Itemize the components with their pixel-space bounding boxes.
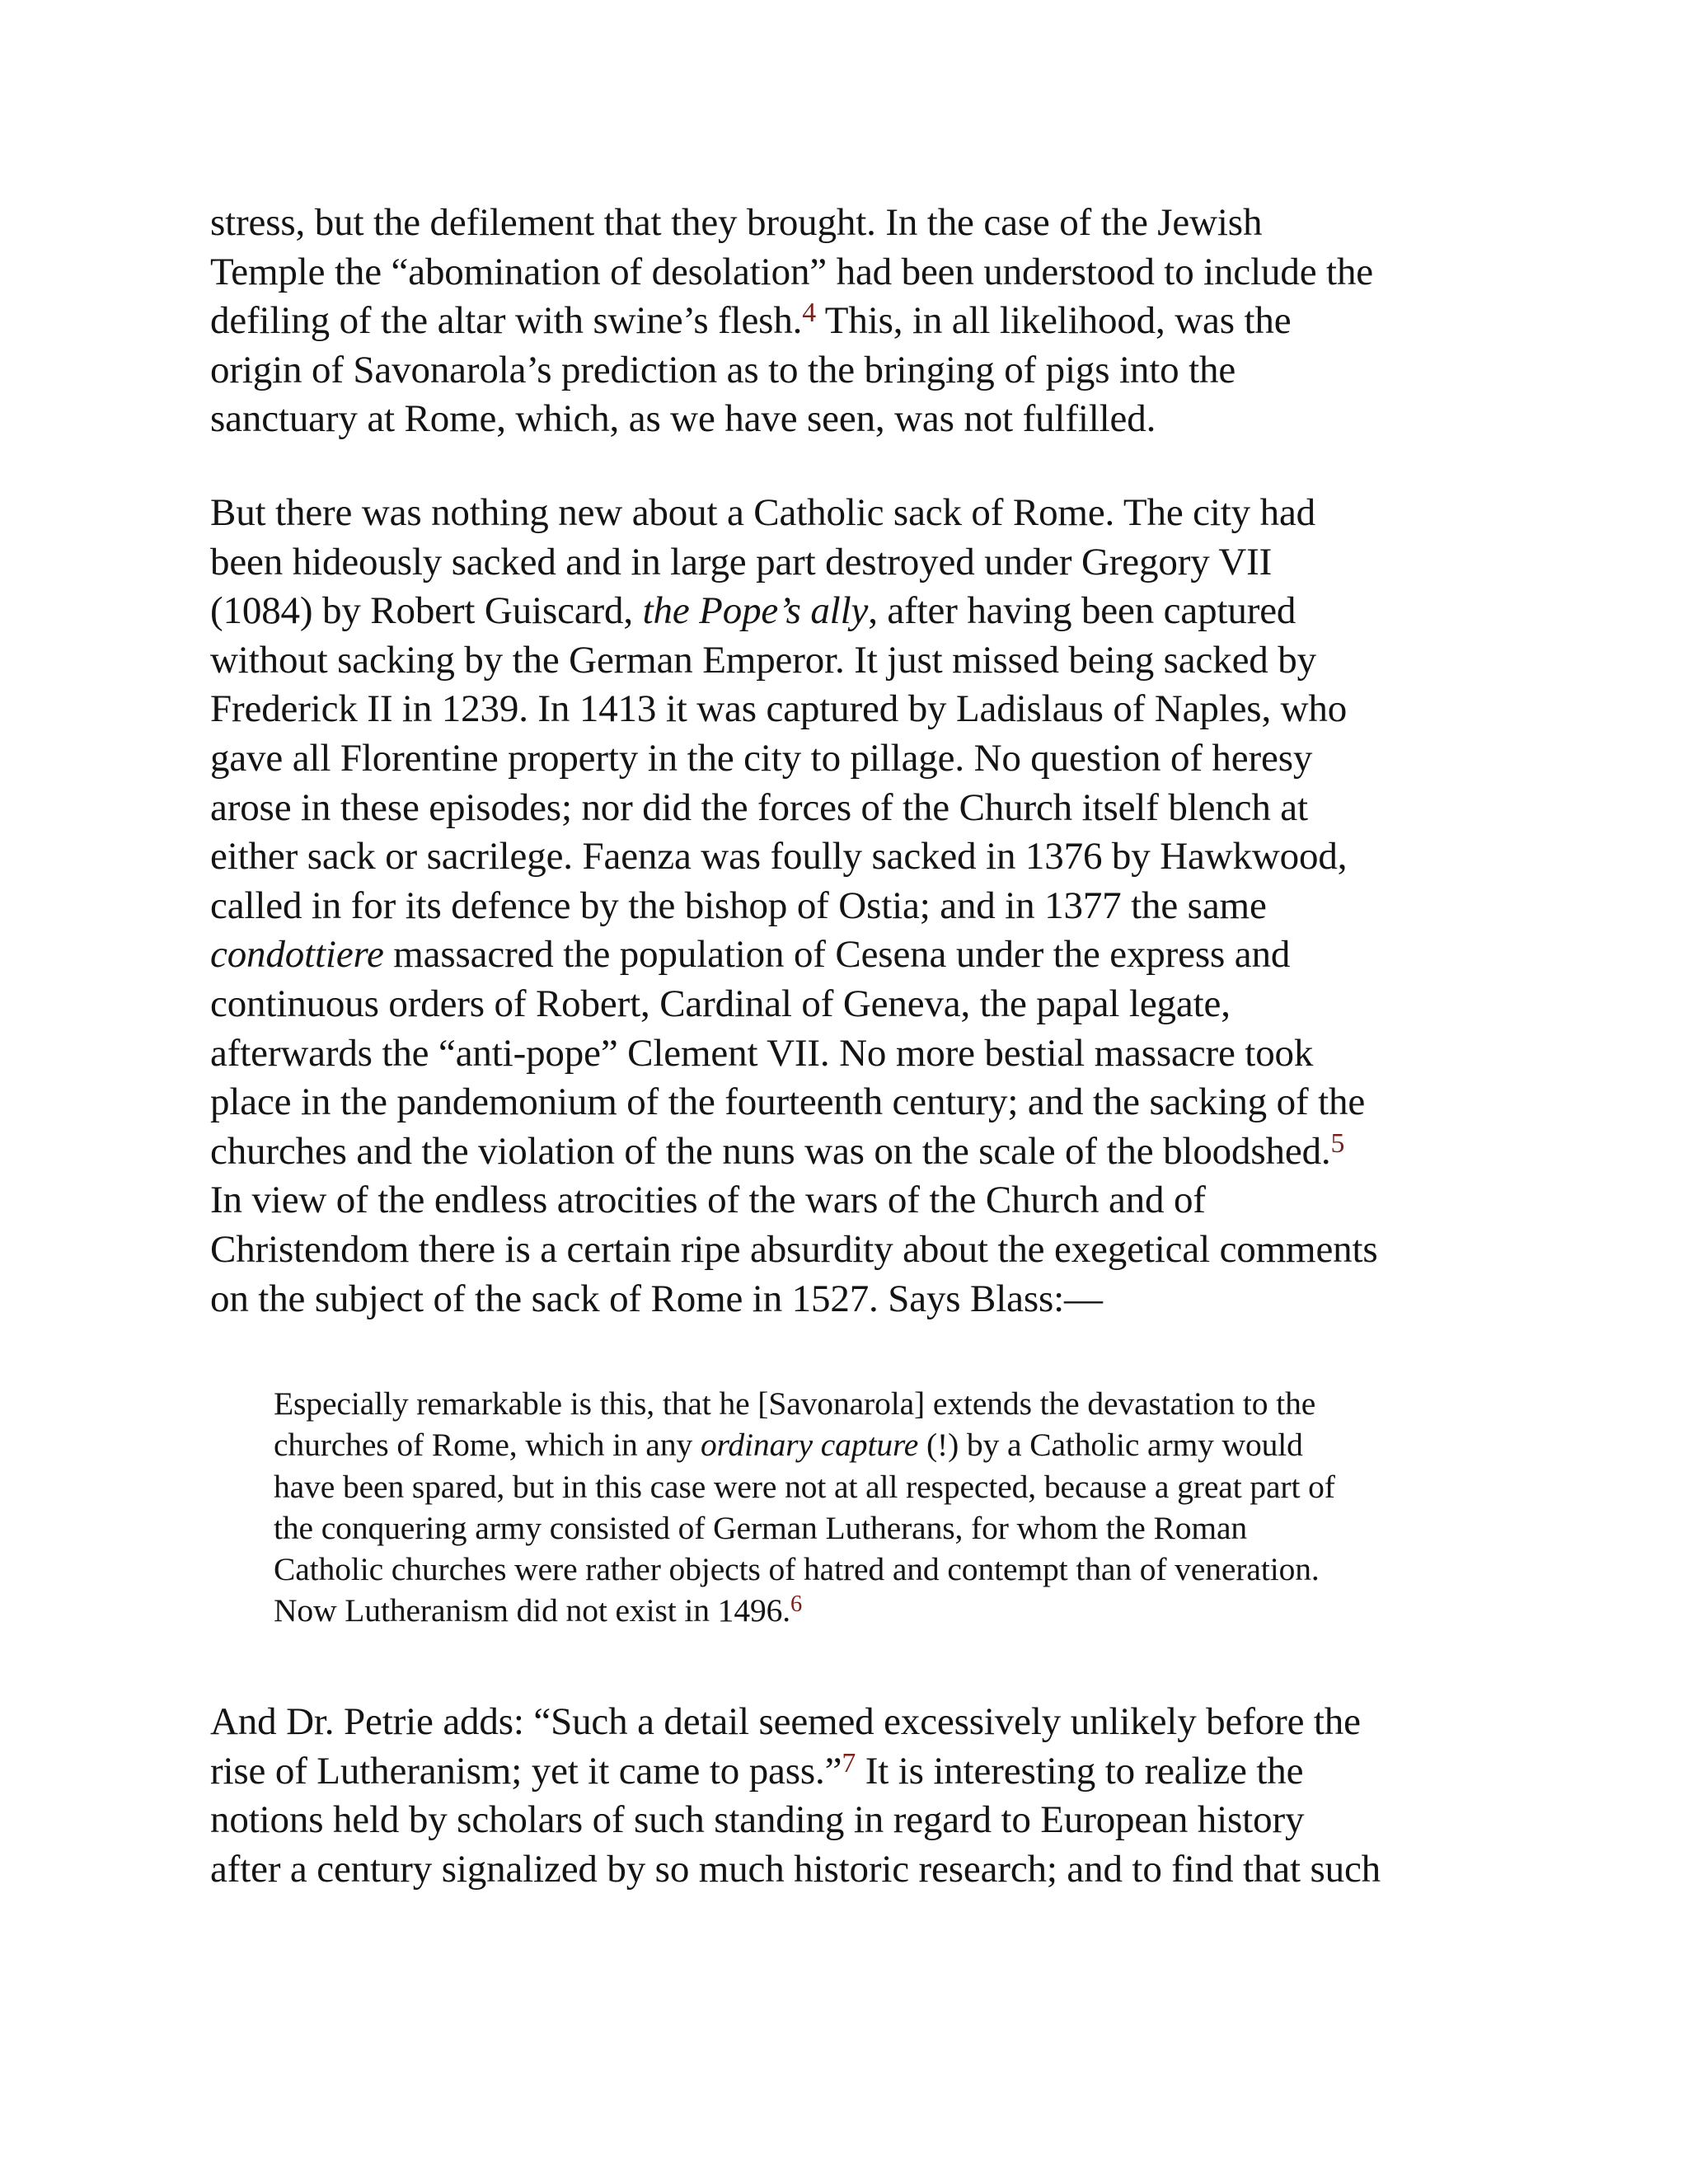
text-segment: churches of Rome, which in any <box>274 1427 701 1464</box>
text-line: after a century signalized by so much historic research; and to find that such <box>210 1847 1381 1891</box>
text-line: either sack or sacrilege. Faenza was foully sacked in 1376 by Hawkwood, <box>210 835 1348 879</box>
text-segment: (!) by a Catholic army would <box>918 1427 1303 1464</box>
quote-line <box>274 1590 1477 1631</box>
text-segment: Now Lutheranism did not exist in 1496. <box>274 1592 791 1629</box>
text-line <box>210 1127 1496 1177</box>
text-line: sanctuary at Rome, which, as we have seen, was not fulfilled. <box>210 397 1156 441</box>
paragraph-3 <box>210 1698 1496 1894</box>
text-segment: , after having been captured <box>868 589 1296 633</box>
text-line: But there was nothing new about a Catholic sack of Rome. The city had <box>210 491 1316 534</box>
quote-line: have been spared, but in this case were not at all respected, because a great part of <box>274 1468 1335 1505</box>
text-segment: (1084) by Robert Guiscard, <box>210 589 643 633</box>
italic-phrase: the Pope’s ally <box>642 589 869 633</box>
text-segment: It is interesting to realize the <box>856 1749 1304 1793</box>
quote-line <box>274 1424 1477 1465</box>
text-line: And Dr. Petrie adds: “Such a detail seemed excessively unlikely before the <box>210 1700 1361 1743</box>
footnote-link-4[interactable]: 4 <box>802 297 817 328</box>
text-segment: rise of Lutheranism; yet it came to pass.” <box>210 1749 842 1793</box>
paragraph-1 <box>210 199 1496 444</box>
text-line <box>210 587 1496 636</box>
footnote-link-5[interactable]: 5 <box>1330 1127 1345 1159</box>
text-segment: defiling of the altar with swine’s flesh. <box>210 299 803 343</box>
text-line: arose in these episodes; nor did the forces of the Church itself blench at <box>210 785 1308 829</box>
paragraph-2 <box>210 489 1496 1324</box>
text-line: been hideously sacked and in large part destroyed under Gregory VII <box>210 540 1273 583</box>
text-line: without sacking by the German Emperor. It just missed being sacked by <box>210 638 1316 682</box>
footnote-link-7[interactable]: 7 <box>842 1747 856 1779</box>
quote-line: the conquering army consisted of German Lutherans, for whom the Roman <box>274 1509 1248 1546</box>
text-line: continuous orders of Robert, Cardinal of Geneva, the papal legate, <box>210 982 1231 1025</box>
text-line: called in for its defence by the bishop of Ostia; and in 1377 the same <box>210 883 1267 927</box>
text-line: notions held by scholars of such standing in regard to European history <box>210 1798 1305 1842</box>
text-line: Christendom there is a certain ripe absurdity about the exegetical comments <box>210 1227 1378 1271</box>
footnote-link-6[interactable]: 6 <box>790 1591 803 1618</box>
block-quote <box>274 1383 1477 1632</box>
quote-line: Catholic churches were rather objects of hatred and contempt than of veneration. <box>274 1551 1320 1588</box>
text-line: origin of Savonarola’s prediction as to the bringing of pigs into the <box>210 348 1236 391</box>
text-segment: This, in all likelihood, was the <box>816 299 1292 343</box>
text-line <box>210 297 1496 346</box>
italic-phrase: ordinary capture <box>700 1427 919 1464</box>
text-line: afterwards the “anti-pope” Clement VII. No more bestial massacre took <box>210 1031 1314 1075</box>
text-line: stress, but the defilement that they brought. In the case of the Jewish <box>210 201 1263 244</box>
text-line: Frederick II in 1239. In 1413 it was captured by Ladislaus of Naples, who <box>210 687 1348 731</box>
text-line: Temple the “abomination of desolation” had been understood to include the <box>210 250 1374 293</box>
text-line: gave all Florentine property in the city to pillage. No question of heresy <box>210 736 1313 780</box>
text-line <box>210 930 1496 980</box>
text-line: on the subject of the sack of Rome in 1527. Says Blass:— <box>210 1277 1103 1320</box>
text-line: place in the pandemonium of the fourteenth century; and the sacking of the <box>210 1080 1366 1124</box>
text-segment: massacred the population of Cesena under the express and <box>383 933 1291 977</box>
text-segment: churches and the violation of the nuns was on the scale of the bloodshed. <box>210 1129 1331 1173</box>
italic-phrase: condottiere <box>210 933 384 977</box>
text-line <box>210 1747 1496 1797</box>
text-line: In view of the endless atrocities of the wars of the Church and of <box>210 1179 1206 1222</box>
quote-line: Especially remarkable is this, that he [Savonarola] extends the devastation to the <box>274 1385 1316 1422</box>
